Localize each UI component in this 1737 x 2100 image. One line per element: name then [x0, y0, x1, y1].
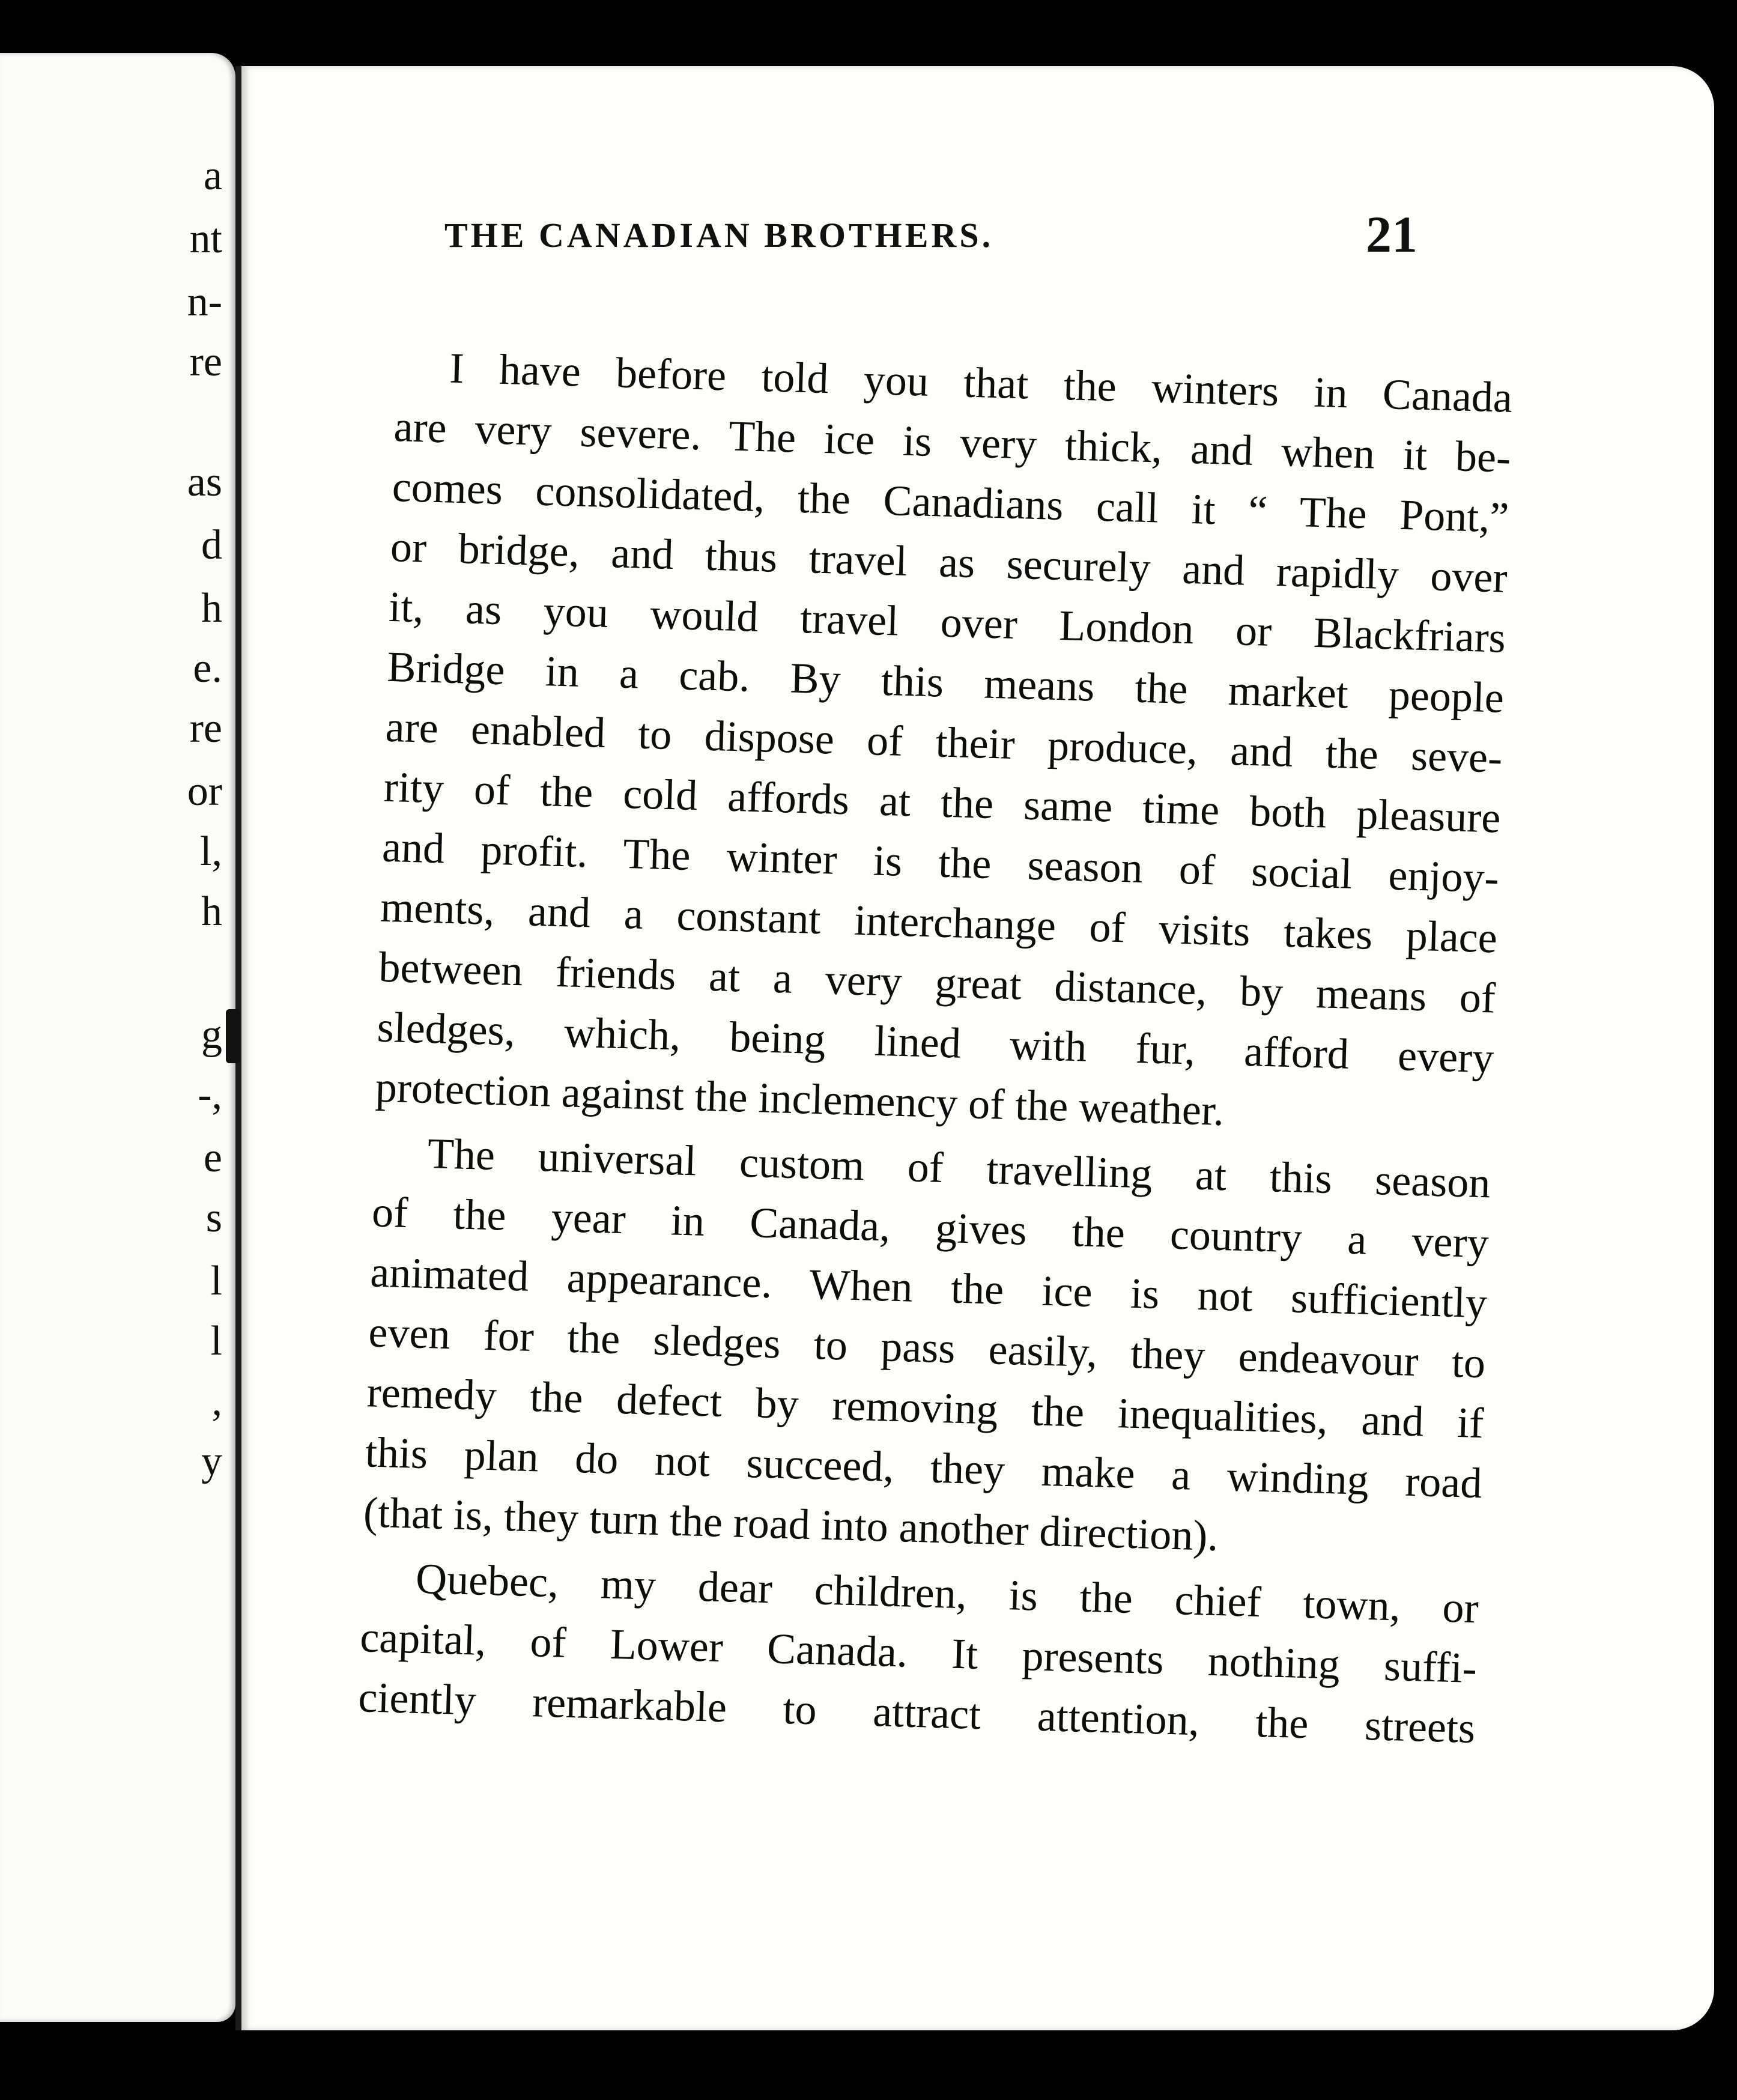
previous-page-fragment: y: [201, 1438, 222, 1484]
paragraph: [363, 1121, 1515, 1574]
text-line: The universal custom of travelling at this season: [426, 1129, 1491, 1207]
previous-page-fragment: h: [201, 888, 222, 935]
previous-page-fragment: e: [203, 1135, 222, 1181]
previous-page: [0, 53, 235, 2022]
text-line: between friends at a very great distance, by means of: [378, 942, 1497, 1022]
text-line: are enabled to dispose of their produce, and the seve-: [384, 702, 1503, 782]
paragraph: [375, 336, 1538, 1149]
text-line: or bridge, and thus travel as securely and rapidly over: [390, 522, 1508, 602]
text-line: (that is, they turn the road into another direction).: [363, 1488, 1219, 1560]
previous-page-fragment: l: [210, 1258, 222, 1304]
text-line: Bridge in a cab. By this means the market people: [386, 642, 1505, 722]
previous-page-fragment: e.: [193, 645, 222, 691]
text-line: Quebec, my dear children, is the chief town, or: [415, 1554, 1479, 1633]
text-line: ciently remarkable to attract attention, the streets: [357, 1673, 1476, 1753]
previous-page-fragment: re: [189, 339, 222, 385]
text-line: of the year in Canada, gives the country a very: [371, 1188, 1490, 1267]
previous-page-fragment: s: [205, 1195, 222, 1241]
paragraph: [357, 1547, 1503, 1759]
previous-page-fragment: or: [187, 768, 222, 815]
text-line: even for the sledges to pass easily, they endeavour to: [368, 1308, 1487, 1388]
previous-page-fragment: a: [203, 153, 222, 199]
text-line: are very severe. The ice is very thick, and when it be-: [393, 402, 1512, 482]
text-line: capital, of Lower Canada. It presents nothing suffi-: [359, 1613, 1478, 1693]
previous-page-fragment: -,: [198, 1072, 222, 1118]
previous-page-fragment: d: [201, 522, 222, 568]
page-number: 21: [1366, 205, 1417, 263]
previous-page-fragment: re: [189, 705, 222, 751]
previous-page-fragment: l,: [200, 828, 222, 875]
previous-page-fragment: ,: [211, 1378, 222, 1424]
text-line: comes consolidated, the Canadians call it “ The Pont,”: [391, 462, 1510, 542]
text-line: it, as you would travel over London or Blackfriars: [388, 582, 1506, 662]
previous-page-fragment: nt: [189, 216, 222, 262]
previous-page-fragment: n-: [187, 279, 222, 325]
text-line: I have before told you that the winters in Canada: [449, 344, 1513, 422]
body-text: [357, 336, 1537, 1759]
text-line: ments, and a constant interchange of visits takes place: [380, 882, 1498, 962]
text-line: remedy the defect by removing the inequalities, and if: [366, 1368, 1485, 1448]
previous-page-fragment: as: [187, 459, 222, 505]
previous-page-fragment: g: [201, 1012, 222, 1058]
text-line: sledges, which, being lined with fur, afford every: [376, 1003, 1495, 1082]
page-header: [444, 204, 1417, 276]
running-head: THE CANADIAN BROTHERS.: [444, 216, 994, 255]
previous-page-fragment: l: [210, 1318, 222, 1364]
previous-page-fragment: h: [201, 585, 222, 631]
text-line: animated appearance. When the ice is not sufficiently: [369, 1248, 1488, 1328]
text-line: this plan do not succeed, they make a winding road: [365, 1428, 1483, 1508]
previous-page-text-edge: [163, 53, 235, 2022]
binding-mark: [226, 1009, 240, 1063]
text-line: rity of the cold affords at the same time both pleasure: [383, 762, 1502, 842]
text-line: and profit. The winter is the season of social enjoy-: [381, 822, 1500, 902]
text-line: protection against the inclemency of the weather.: [374, 1063, 1225, 1135]
